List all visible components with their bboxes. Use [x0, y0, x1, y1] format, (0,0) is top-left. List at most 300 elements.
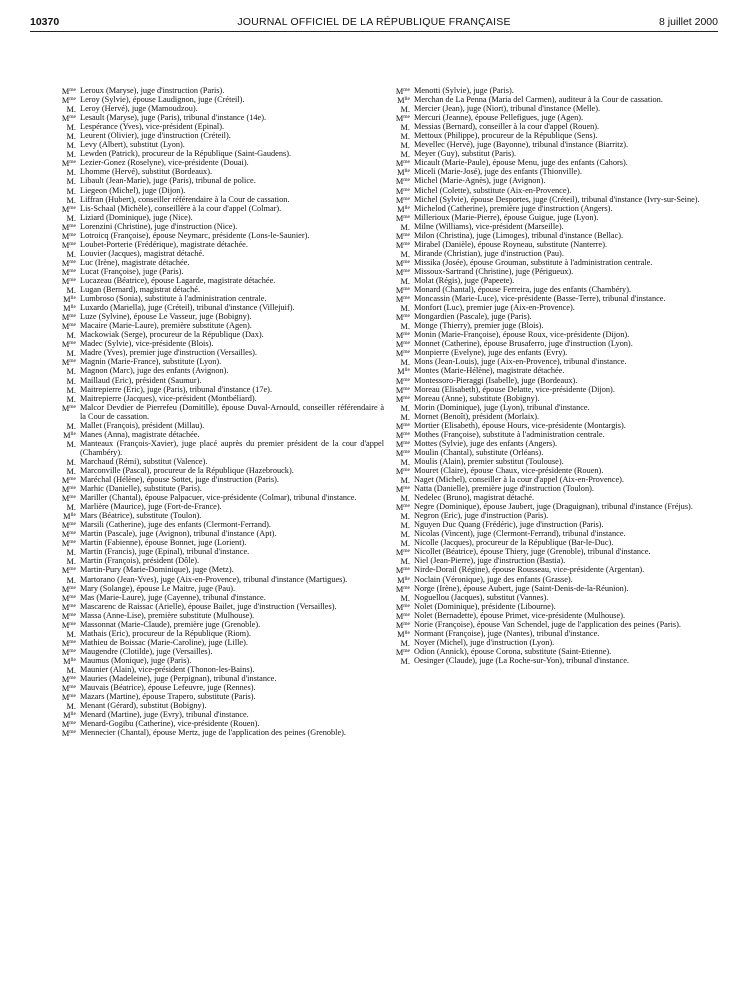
entry-text: Milne (Williams), vice-président (Marseille).	[414, 221, 564, 231]
list-item	[384, 231, 718, 240]
list-item	[50, 357, 384, 366]
entry-text: Madre (Yves), premier juge d'instruction (Versailles).	[80, 348, 257, 358]
entry-text: Libault (Jean-Marie), juge (Paris), tribunal de police.	[80, 176, 256, 186]
page-header	[30, 16, 718, 30]
civility-title: $M^{me}$	[395, 385, 410, 395]
entry-text: Noguellou (Jacques), substitut (Vannes).	[414, 592, 549, 602]
list-item	[50, 656, 384, 665]
entry-text: Mons (Jean-Louis), juge (Aix-en-Provence), tribunal d'instance.	[414, 357, 627, 367]
list-item	[384, 575, 718, 584]
civility-title: $M^{me}$	[395, 566, 410, 576]
list-item	[50, 430, 384, 439]
civility-title: $M^{me}$	[61, 720, 76, 730]
list-item	[50, 186, 384, 195]
civility-title: $M^{me}$	[61, 96, 76, 106]
list-item	[384, 493, 718, 502]
entry-text: Mirande (Christian), juge d'instruction (Pau).	[414, 248, 564, 258]
list-item	[384, 167, 718, 176]
civility-title: $M^{me}$	[61, 647, 76, 657]
entry-text: Natta (Danielle), première juge d'instruction (Toulon).	[414, 484, 594, 494]
entry-text: Mouret (Claire), épouse Chaux, vice-présidente (Rouen).	[414, 465, 604, 475]
civility-title: $M^{lle}$	[397, 204, 410, 214]
civility-title: M.	[400, 638, 410, 648]
right-column	[384, 86, 718, 665]
entry-text: Mackowiak (Serge), procureur de la République (Dax).	[80, 330, 264, 340]
civility-title: M.	[66, 331, 76, 341]
list-item	[50, 312, 384, 321]
list-item	[384, 86, 718, 95]
civility-title: $M^{me}$	[61, 340, 76, 350]
entry-text: Liziard (Dominique), juge (Nice).	[80, 212, 193, 222]
entry-text: Monpierre (Evelyne), juge des enfants (Evry).	[414, 348, 568, 358]
list-item	[384, 584, 718, 593]
list-item	[384, 267, 718, 276]
entry-text: Massonnat (Marie-Claude), première juge (Grenoble).	[80, 619, 261, 629]
list-item	[50, 674, 384, 683]
list-item	[50, 665, 384, 674]
list-item	[384, 448, 718, 457]
list-item	[384, 385, 718, 394]
entry-text: Mortier (Elisabeth), épouse Hours, vice-présidente (Montargis).	[414, 420, 626, 430]
civility-title: $M^{me}$	[61, 521, 76, 531]
civility-title: M.	[66, 123, 76, 133]
list-item	[384, 376, 718, 385]
civility-title: M.	[400, 656, 410, 666]
entry-text: Lewden (Patrick), procureur de la République (Saint-Gaudens).	[80, 149, 292, 159]
entry-text: Michel (Marie-Agnès), juge (Avignon).	[414, 176, 546, 186]
entry-text: Maumus (Monique), juge (Paris).	[80, 655, 192, 665]
civility-title: $M^{lle}$	[63, 711, 76, 721]
entry-text: Noclain (Véronique), juge des enfants (Grasse).	[414, 574, 573, 584]
civility-title: $M^{me}$	[61, 611, 76, 621]
civility-title: M.	[400, 249, 410, 259]
civility-title: $M^{me}$	[395, 159, 410, 169]
entry-text: Nirde-Dorail (Régine), épouse Rousseau, vice-présidente (Argentan).	[414, 565, 645, 575]
entry-text: Mascarenc de Raissac (Arielle), épouse Bailet, juge d'instruction (Versailles).	[80, 601, 337, 611]
entry-text: Miceli (Marie-José), juge des enfants (Thionville).	[414, 167, 582, 177]
list-item	[384, 213, 718, 222]
civility-title: $M^{me}$	[61, 276, 76, 286]
entry-text: Nolet (Bernadette), épouse Primet, vice-présidente (Mulhouse).	[414, 610, 626, 620]
entry-text: Monfort (Luc), premier juge (Aix-en-Provence).	[414, 303, 575, 313]
entry-text: Lumbroso (Sonia), substitute à l'administration centrale.	[80, 294, 267, 304]
list-item	[50, 176, 384, 185]
list-item	[50, 339, 384, 348]
civility-title: $M^{me}$	[395, 240, 410, 250]
civility-title: M.	[400, 593, 410, 603]
entry-text: Magnon (Marc), juge des enfants (Avignon).	[80, 366, 229, 376]
civility-title: $M^{me}$	[395, 186, 410, 196]
civility-title: M.	[400, 276, 410, 286]
entry-text: Moreau (Anne), substitute (Bobigny).	[414, 393, 540, 403]
civility-title: $M^{me}$	[395, 231, 410, 241]
list-item	[384, 303, 718, 312]
list-item	[50, 330, 384, 339]
civility-title: $M^{lle}$	[397, 575, 410, 585]
civility-title: M.	[66, 213, 76, 223]
civility-title: $M^{me}$	[61, 584, 76, 594]
civility-title: $M^{me}$	[395, 430, 410, 440]
civility-title: M.	[66, 385, 76, 395]
list-item	[384, 511, 718, 520]
civility-title: $M^{me}$	[395, 421, 410, 431]
entry-text: Norge (Irène), épouse Aubert, juge (Saint-Denis-de-la-Réunion).	[414, 583, 629, 593]
entry-text: Menant (Gérard), substitut (Bobigny).	[80, 701, 207, 711]
civility-title: M.	[66, 394, 76, 404]
entry-text: Michelod (Catherine), première juge d'instruction (Angers).	[414, 203, 613, 213]
civility-title: M.	[66, 168, 76, 178]
civility-title: $M^{me}$	[61, 258, 76, 268]
civility-title: $M^{me}$	[395, 87, 410, 96]
entry-text: Macaire (Marie-Laure), première substitute (Agen).	[80, 321, 252, 331]
list-item	[50, 520, 384, 529]
list-item	[384, 276, 718, 285]
civility-title: M.	[400, 557, 410, 567]
list-item	[384, 249, 718, 258]
entry-text: Magnin (Marie-France), substitute (Lyon).	[80, 357, 222, 367]
list-item	[50, 321, 384, 330]
civility-title: $M^{me}$	[61, 87, 76, 96]
entry-text: Marconville (Pascal), procureur de la République (Hazebrouck).	[80, 465, 294, 475]
civility-title: $M^{me}$	[61, 231, 76, 241]
list-item	[50, 719, 384, 728]
list-item	[50, 647, 384, 656]
entry-text: Nguyen Duc Quang (Frédéric), juge d'instruction (Paris).	[414, 520, 604, 530]
civility-title: $M^{me}$	[61, 267, 76, 277]
entry-text: Niel (Jean-Pierre), juge d'instruction (Bastia).	[414, 556, 566, 566]
entry-text: Liffran (Hubert), conseiller référendaire à la Cour de cassation.	[80, 194, 290, 204]
list-item	[50, 556, 384, 565]
list-item	[384, 466, 718, 475]
header-rule	[30, 31, 718, 32]
list-item	[50, 86, 384, 95]
entry-text: Lespérance (Yves), vice-président (Epinal).	[80, 122, 225, 132]
list-item	[384, 421, 718, 430]
entry-text: Mevellec (Hervé), juge (Bayonne), tribunal d'instance (Biarritz).	[414, 140, 629, 150]
entry-text: Luxardo (Mariella), juge (Créteil), tribunal d'instance (Villejuif).	[80, 303, 295, 313]
entry-text: Maunier (Alain), vice-président (Thonon-les-Bains).	[80, 665, 255, 674]
list-item	[384, 430, 718, 439]
list-item	[50, 394, 384, 403]
list-item	[50, 366, 384, 375]
entry-text: Mauries (Madeleine), juge (Perpignan), tribunal d'instance.	[80, 674, 277, 684]
list-item	[384, 403, 718, 412]
civility-title: $M^{me}$	[395, 114, 410, 124]
list-item	[50, 149, 384, 158]
civility-title: M.	[400, 123, 410, 133]
entry-text: Leurent (Olivier), juge d'instruction (Créteil).	[80, 131, 231, 141]
entry-text: Maréchal (Hélène), épouse Sottet, juge d'instruction (Paris).	[80, 475, 279, 485]
civility-title: $M^{me}$	[61, 620, 76, 630]
entry-text: Maitrepierre (Eric), juge (Paris), tribunal d'instance (17e).	[80, 384, 273, 394]
civility-title: $M^{me}$	[395, 258, 410, 268]
entry-text: Maillaud (Eric), président (Saumur).	[80, 375, 202, 385]
civility-title: $M^{me}$	[61, 322, 76, 332]
entry-text: Merchan de La Penna (Maria del Carmen), auditeur à la Cour de cassation.	[414, 95, 663, 105]
civility-title: M.	[66, 367, 76, 377]
entry-text: Nicolle (Jacques), procureur de la République (Bar-le-Duc).	[414, 538, 614, 548]
civility-title: M.	[400, 457, 410, 467]
civility-title: M.	[66, 249, 76, 259]
civility-title: $M^{lle}$	[63, 656, 76, 666]
civility-title: $M^{me}$	[395, 503, 410, 513]
civility-title: $M^{lle}$	[397, 168, 410, 178]
list-item	[384, 294, 718, 303]
list-item	[50, 692, 384, 701]
entry-text: Milon (Christina), juge (Limoges), tribunal d'instance (Bellac).	[414, 230, 624, 240]
list-item	[50, 303, 384, 312]
civility-title: $M^{me}$	[61, 240, 76, 250]
entry-text: Menard (Martine), juge (Evry), tribunal d'instance.	[80, 710, 249, 720]
list-item	[50, 222, 384, 231]
entry-text: Negron (Eric), juge d'instruction (Paris).	[414, 511, 549, 521]
list-item	[50, 158, 384, 167]
list-item	[384, 158, 718, 167]
civility-title: M.	[66, 421, 76, 431]
entry-text: Nolet (Dominique), présidente (Libourne).	[414, 601, 556, 611]
entry-text: Martin (Francis), juge (Epinal), tribunal d'instance.	[80, 547, 250, 557]
list-item	[50, 511, 384, 520]
list-item	[50, 457, 384, 466]
civility-title: M.	[66, 186, 76, 196]
list-item	[50, 602, 384, 611]
civility-title: $M^{me}$	[395, 647, 410, 657]
civility-title: M.	[66, 503, 76, 513]
entry-text: Mettoux (Philippe), procureur de la République (Sens).	[414, 131, 598, 141]
entry-text: Marhic (Danielle), substitute (Paris).	[80, 484, 202, 494]
entry-text: Nedelec (Bruno), magistrat détaché.	[414, 493, 535, 503]
list-item	[384, 149, 718, 158]
entry-text: Oesinger (Claude), juge (La Roche-sur-Yon), tribunal d'instance.	[414, 655, 629, 665]
entry-text: Manes (Anna), magistrate détachée.	[80, 429, 200, 439]
list-item	[384, 204, 718, 213]
civility-title: $M^{me}$	[61, 159, 76, 169]
entry-text: Lorenzini (Christine), juge d'instruction (Nice).	[80, 221, 238, 231]
civility-title: M.	[66, 349, 76, 359]
list-item	[50, 421, 384, 430]
list-item	[384, 457, 718, 466]
civility-title: $M^{me}$	[61, 539, 76, 549]
list-item	[384, 565, 718, 574]
list-item	[384, 629, 718, 638]
entry-text: Michel (Colette), substitute (Aix-en-Provence).	[414, 185, 572, 195]
list-item	[50, 249, 384, 258]
entry-text: Missika (Josée), épouse Grouman, substitute à l'administration centrale.	[414, 257, 653, 267]
entry-text: Menard-Gogibu (Catherine), vice-présidente (Rouen).	[80, 719, 260, 729]
civility-title: $M^{me}$	[395, 349, 410, 359]
civility-title: $M^{lle}$	[63, 430, 76, 440]
list-item	[50, 683, 384, 692]
civility-title: M.	[66, 457, 76, 467]
list-item	[384, 321, 718, 330]
entry-text: Morin (Dominique), juge (Lyon), tribunal d'instance.	[414, 402, 590, 412]
journal-title: JOURNAL OFFICIEL DE LA RÉPUBLIQUE FRANÇAISE	[237, 16, 511, 28]
entry-text: Monge (Thierry), premier juge (Blois).	[414, 321, 544, 331]
entry-text: Leroy (Hervé), juge (Mamoudzou).	[80, 104, 198, 114]
entry-text: Manteaux (François-Xavier), juge placé auprès du premier président de la cour d'appel (Chambéry).	[80, 438, 384, 457]
entry-text: Monnet (Catherine), épouse Brusaferro, juge d'instruction (Lyon).	[414, 339, 633, 349]
civility-title: M.	[66, 548, 76, 558]
civility-title: M.	[66, 177, 76, 187]
list-item	[50, 584, 384, 593]
list-item	[384, 439, 718, 448]
entry-text: Missoux-Sartrand (Christine), juge (Périgueux).	[414, 266, 574, 276]
civility-title: $M^{me}$	[395, 620, 410, 630]
entry-text: Mornet (Benoît), président (Morlaix).	[414, 411, 540, 421]
entry-text: Moulis (Alain), premier substitut (Toulouse).	[414, 456, 564, 466]
civility-title: M.	[66, 575, 76, 585]
list-item	[50, 728, 384, 737]
list-item	[384, 638, 718, 647]
civility-title: $M^{me}$	[61, 638, 76, 648]
entry-text: Mariller (Chantal), épouse Palpacuer, vice-présidente (Colmar), tribunal d'instance.	[80, 493, 357, 503]
list-item	[384, 412, 718, 421]
entry-text: Martin (François), président (Dôle).	[80, 556, 200, 566]
civility-title: $M^{me}$	[61, 593, 76, 603]
left-column	[50, 86, 384, 737]
list-item	[384, 312, 718, 321]
entry-text: Monard (Chantal), épouse Ferreira, juge des enfants (Chambéry).	[414, 285, 632, 295]
list-item	[50, 204, 384, 213]
list-item	[384, 484, 718, 493]
civility-title: M.	[400, 105, 410, 115]
civility-title: $M^{me}$	[395, 602, 410, 612]
civility-title: $M^{me}$	[61, 693, 76, 703]
civility-title: M.	[66, 105, 76, 115]
civility-title: $M^{me}$	[61, 530, 76, 540]
list-item	[50, 104, 384, 113]
civility-title: M.	[66, 195, 76, 205]
civility-title: $M^{me}$	[395, 466, 410, 476]
list-item	[50, 285, 384, 294]
entry-text: Messias (Bernard), conseiller à la cour d'appel (Rouen).	[414, 122, 600, 132]
entry-text: Liegeon (Michel), juge (Dijon).	[80, 185, 186, 195]
entry-text: Mallet (François), président (Millau).	[80, 420, 205, 430]
civility-title: $M^{me}$	[61, 729, 76, 739]
list-item	[50, 240, 384, 249]
entry-text: Lis-Schaal (Michèle), conseillère à la cour d'appel (Colmar).	[80, 203, 282, 213]
list-item	[50, 638, 384, 647]
list-item	[384, 186, 718, 195]
list-item	[50, 493, 384, 502]
civility-title: M.	[400, 476, 410, 486]
entry-text: Mazars (Martine), épouse Trapero, substitute (Paris).	[80, 692, 256, 702]
list-item	[50, 538, 384, 547]
list-item	[50, 195, 384, 204]
civility-title: $M^{me}$	[61, 602, 76, 612]
civility-title: M.	[66, 466, 76, 476]
list-item	[50, 131, 384, 140]
entry-text: Montessoro-Pieraggi (Isabelle), juge (Bordeaux).	[414, 375, 578, 385]
civility-title: M.	[400, 150, 410, 160]
list-item	[384, 195, 718, 204]
civility-title: M.	[400, 412, 410, 422]
civility-title: M.	[66, 629, 76, 639]
list-item	[50, 466, 384, 475]
page-number: 10370	[30, 16, 60, 28]
entry-text: Odion (Annick), épouse Corona, substitute (Saint-Etienne).	[414, 646, 612, 656]
civility-title: $M^{me}$	[395, 439, 410, 449]
list-item	[50, 294, 384, 303]
entry-text: Mennecier (Chantal), épouse Mertz, juge de l'application des peines (Grenoble).	[80, 728, 346, 738]
entry-text: Leroux (Maryse), juge d'instruction (Paris).	[80, 86, 225, 95]
list-item	[50, 502, 384, 511]
civility-title: M.	[400, 141, 410, 151]
civility-title: $M^{me}$	[61, 403, 76, 413]
list-item	[384, 620, 718, 629]
list-item	[50, 629, 384, 638]
civility-title: $M^{me}$	[395, 213, 410, 223]
civility-title: $M^{me}$	[395, 611, 410, 621]
civility-title: M.	[400, 132, 410, 142]
civility-title: $M^{me}$	[395, 448, 410, 458]
list-item	[384, 357, 718, 366]
list-item	[384, 502, 718, 511]
list-item	[50, 593, 384, 602]
civility-title: $M^{me}$	[395, 267, 410, 277]
civility-title: M.	[66, 132, 76, 142]
list-item	[384, 611, 718, 620]
civility-title: $M^{me}$	[61, 675, 76, 685]
list-item	[50, 710, 384, 719]
list-item	[384, 520, 718, 529]
civility-title: $M^{me}$	[395, 584, 410, 594]
civility-title: $M^{me}$	[61, 204, 76, 214]
entry-text: Lhomme (Hervé), substitut (Bordeaux).	[80, 167, 213, 177]
entry-text: Meyer (Guy), substitut (Paris).	[414, 149, 517, 159]
civility-title: M.	[400, 539, 410, 549]
entry-text: Lugan (Bernard), magistrat détaché.	[80, 285, 201, 295]
entry-text: Loubet-Porterie (Frédérique), magistrate détachée.	[80, 239, 248, 249]
list-item	[384, 222, 718, 231]
list-item	[50, 575, 384, 584]
entry-text: Maitrepierre (Jacques), vice-président (Montbéliard).	[80, 393, 257, 403]
entry-text: Malcor Devdier de Pierrefeu (Domitille), épouse Duval-Arnould, conseiller référendaire à la Cour de cassation.	[80, 402, 384, 421]
civility-title: $M^{lle}$	[63, 512, 76, 522]
civility-title: M.	[66, 666, 76, 675]
entry-text: Luze (Sylvine), épouse Le Vasseur, juge (Bobigny).	[80, 312, 252, 322]
list-item	[384, 602, 718, 611]
civility-title: $M^{lle}$	[63, 304, 76, 314]
entry-text: Michel (Sylvie), épouse Desportes, juge (Créteil), tribunal d'instance (Ivry-sur-Seine).	[414, 194, 700, 204]
entry-text: Mothes (Françoise), substitute à l'administration centrale.	[414, 429, 605, 439]
civility-title: M.	[400, 304, 410, 314]
issue-date: 8 juillet 2000	[659, 16, 718, 28]
civility-title: M.	[66, 286, 76, 296]
list-item	[50, 95, 384, 104]
entry-text: Normant (Françoise), juge (Nantes), tribunal d'instance.	[414, 628, 600, 638]
list-item	[384, 330, 718, 339]
list-item	[384, 538, 718, 547]
list-item	[50, 258, 384, 267]
civility-title: $M^{lle}$	[397, 96, 410, 106]
civility-title: M.	[66, 150, 76, 160]
civility-title: $M^{me}$	[395, 195, 410, 205]
list-item	[384, 593, 718, 602]
list-item	[50, 376, 384, 385]
entry-text: Moncassin (Marie-Luce), vice-présidente (Basse-Terre), tribunal d'instance.	[414, 294, 666, 304]
entry-text: Menotti (Sylvie), juge (Paris).	[414, 86, 514, 95]
entry-text: Lucazeau (Béatrice), épouse Lagarde, magistrate détachée.	[80, 275, 276, 285]
entry-text: Mercuri (Jeanne), épouse Pellefigues, juge (Agen).	[414, 113, 584, 123]
civility-title: $M^{lle}$	[397, 367, 410, 377]
entry-text: Lotroicq (Françoise), épouse Neymarc, présidente (Lons-le-Saunier).	[80, 230, 310, 240]
list-item	[384, 647, 718, 656]
list-item	[50, 529, 384, 538]
list-item	[50, 167, 384, 176]
entry-text: Mathais (Eric), procureur de la République (Riom).	[80, 628, 251, 638]
list-item	[384, 240, 718, 249]
